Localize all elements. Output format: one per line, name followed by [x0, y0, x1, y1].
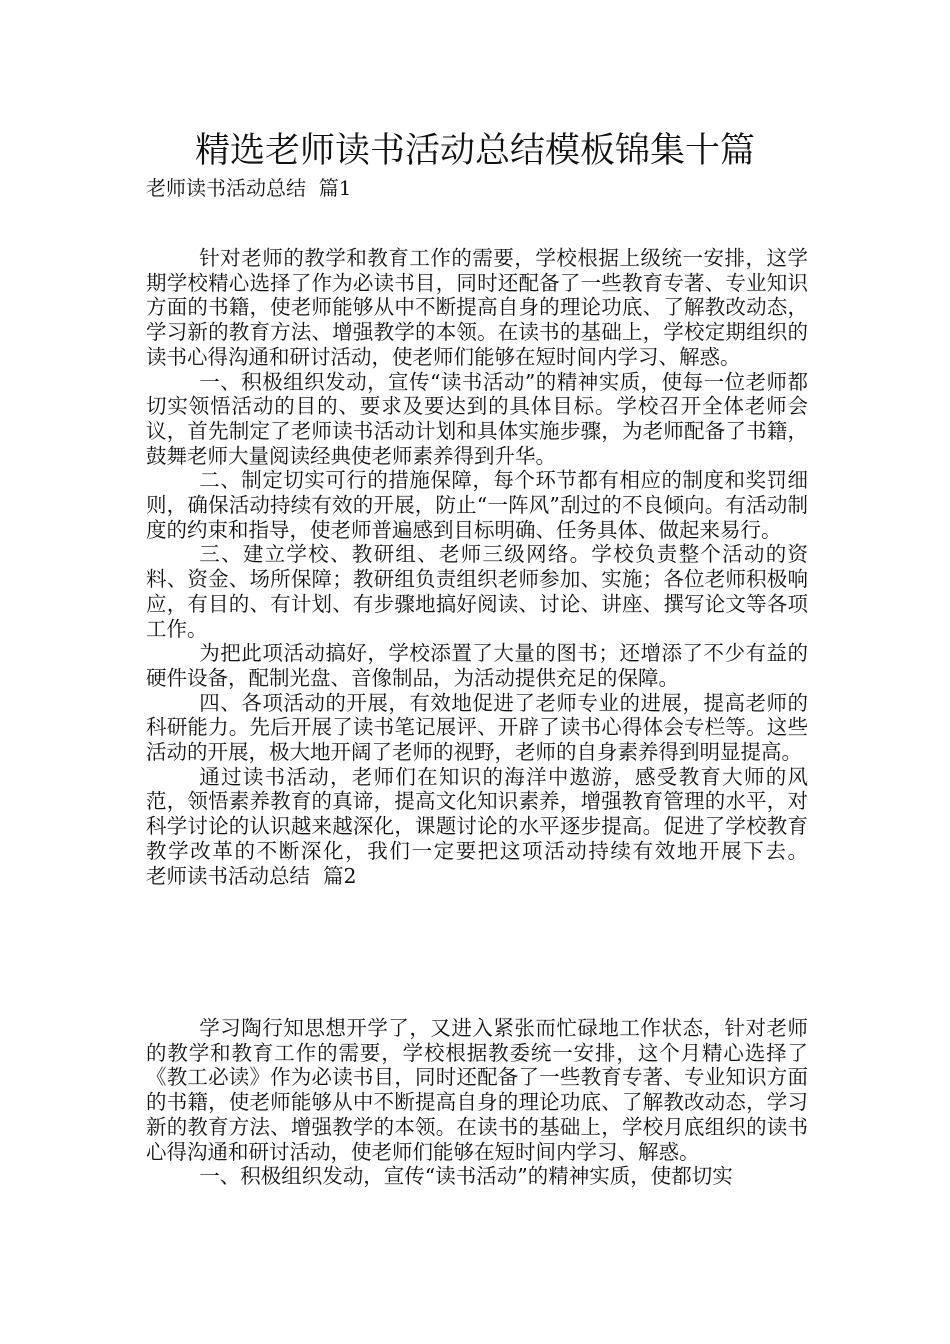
paragraph: 针对老师的教学和教育工作的需要，学校根据上级统一安排，这学期学校精心选择了作为必读书目，同时还配备了一些教育专著、专业知识方面的书籍，使老师能够从中不断提高自身的理论功底、了解教改动态，学习新的教育方法、增强教学的本领。在读书的基础上，学校定期组织的读书心得沟通和研讨活动，使老师们能够在短时间内学习、解惑。: [146, 246, 808, 369]
paragraph-text: 通过读书活动，老师们在知识的海洋中遨游，感受教育大师的风范，领悟素养教育的真谛，提高文化知识素养，增强教育管理的水平，对科学讨论的认识越来越深化，课题讨论的水平逐步提高。促进了学校教育教学改革的不断深化，我们一定要把这项活动持续有效地开展下去。: [146, 764, 808, 863]
paragraph-with-heading: [146, 765, 808, 889]
document-title: 精选老师读书活动总结模板锦集十篇: [194, 131, 755, 171]
paragraph: 三、建立学校、教研组、老师三级网络。学校负责整个活动的资料、资金、场所保障；教研组负责组织老师参加、实施；各位老师积极响应，有目的、有计划、有步骤地搞好阅读、讨论、讲座、撰写论文等各项工作。: [146, 542, 808, 641]
paragraph: 为把此项活动搞好，学校添置了大量的图书；还增添了不少有益的硬件设备，配制光盘、音像制品，为活动提供充足的保障。: [146, 641, 808, 690]
paragraph: 学习陶行知思想开学了，又进入紧张而忙碌地工作状态，针对老师的教学和教育工作的需要，学校根据教委统一安排，这个月精心选择了《教工必读》作为必读书目，同时还配备了一些教育专著、专业知识方面的书籍，使老师能够从中不断提高自身的理论功底、了解教改动态，学习新的教育方法、增强教学的本领。在读书的基础上，学校月底组织的读书心得沟通和研讨活动，使老师们能够在短时间内学习、解惑。: [146, 1016, 808, 1164]
section-2-body: [146, 1016, 808, 1189]
section-1-body: [146, 246, 808, 888]
paragraph: 二、制定切实可行的措施保障，每个环节都有相应的制度和奖罚细则，确保活动持续有效的开展，防止“一阵风”刮过的不良倾向。有活动制度的约束和指导，使老师普遍感到目标明确、任务具体、做起来易行。: [146, 468, 808, 542]
paragraph: 四、各项活动的开展，有效地促进了老师专业的进展，提高老师的科研能力。先后开展了读书笔记展评、开辟了读书心得体会专栏等。这些活动的开展，极大地开阔了老师的视野，老师的自身素养得到明显提高。: [146, 690, 808, 765]
paragraph: 一、积极组织发动，宣传“读书活动”的精神实质，使都切实: [199, 1164, 733, 1189]
paragraph: 一、积极组织发动，宣传“读书活动”的精神实质，使每一位老师都切实领悟活动的目的、要求及要达到的具体目标。学校召开全体老师会议，首先制定了老师读书活动计划和具体实施步骤，为老师配备了书籍，鼓舞老师大量阅读经典使老师素养得到升华。: [146, 369, 808, 468]
section-heading-2: 老师读书活动总结 篇2: [146, 863, 357, 888]
section-heading-1: 老师读书活动总结 篇1: [146, 176, 352, 200]
